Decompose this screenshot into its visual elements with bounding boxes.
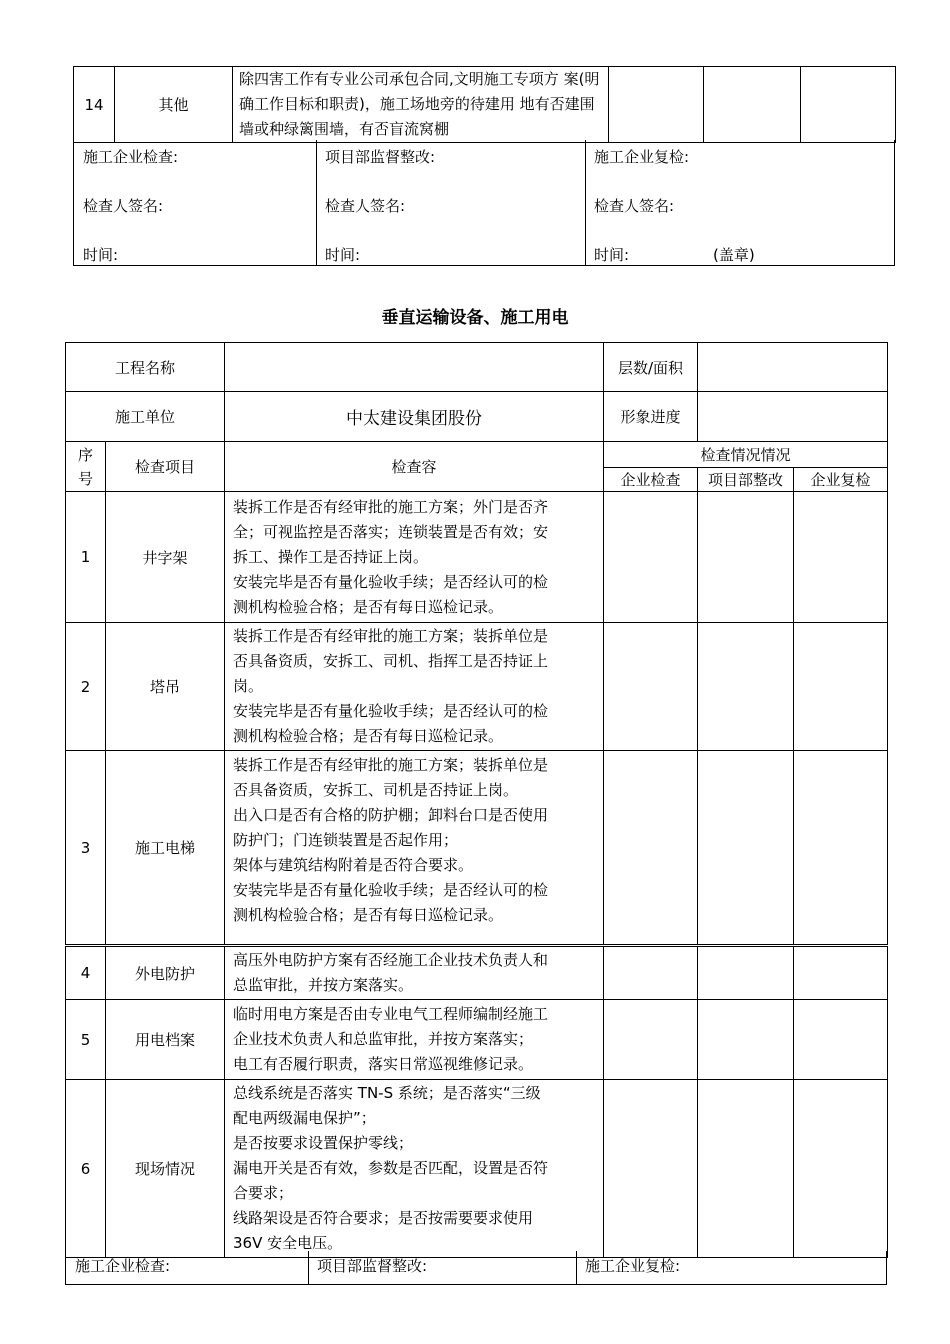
table-row [66, 623, 888, 751]
content-line: 地有否建围墙或种绿篱围墙，有否盲流窝棚 [239, 95, 595, 138]
contractor-value[interactable]: 中太建设集团股份 [225, 392, 604, 442]
content-line: 测机构检验合格；是否有每日巡检记录。 [233, 727, 504, 745]
content-line: 配电两级漏电保护”； [233, 1109, 376, 1127]
content-line: 装拆工作是否有经审批的施工方案；外门是否齐 [233, 497, 549, 516]
sign-title: 项目部监督整改: [325, 148, 436, 166]
time-label: 时间: [325, 246, 361, 264]
check-item: 其他 [115, 67, 233, 143]
check-item: 井字架 [106, 492, 225, 623]
check-content [225, 1080, 604, 1258]
content-line: 高压外电防护方案有否经施工企业技术负责人和 [233, 951, 549, 969]
enterprise-recheck-cell[interactable] [794, 1080, 888, 1258]
content-line: 安装完毕是否有量化验收手续；是否经认可的检 [233, 881, 549, 899]
check-content [225, 492, 604, 623]
project-rectify-cell[interactable] [698, 1000, 794, 1080]
enterprise-recheck-cell[interactable] [794, 751, 888, 946]
signer-label: 检查人签名: [325, 197, 406, 215]
content-line: 漏电开关是否有效，参数是否匹配，设置是否符 [233, 1159, 549, 1177]
content-line: 总监审批，并按方案落实。 [233, 976, 414, 994]
section-title: 垂直运输设备、施工用电 [381, 308, 569, 328]
check-item: 现场情况 [106, 1080, 225, 1258]
check-content [225, 946, 604, 1000]
signer-label: 检查人签名: [83, 197, 164, 215]
progress-label: 形象进度 [604, 392, 698, 442]
content-line: 安装完毕是否有量化验收手续；是否经认可的检 [233, 702, 549, 720]
table-row [66, 442, 888, 468]
table-row [66, 1000, 888, 1080]
content-line: 测机构检验合格；是否有每日巡检记录。 [233, 906, 504, 924]
content-line: 36V 安全电压。 [233, 1234, 343, 1252]
enterprise-check-cell[interactable] [604, 946, 698, 1000]
project-rectify-title: 项目部监督整改: [317, 1257, 428, 1275]
content-line: 线路架设是否符合要求；是否按需要要求使用 [233, 1209, 534, 1227]
enterprise-recheck-cell[interactable] [801, 67, 896, 143]
content-line: 案(明确工作目标和职责)，施工场地旁的待建用 [239, 70, 600, 113]
time-label: 时间: [83, 246, 119, 264]
row-number: 1 [66, 492, 106, 623]
row-number: 4 [66, 946, 106, 1000]
check-content [225, 1000, 604, 1080]
table-row [74, 67, 896, 143]
content-line: 是否按要求设置保护零线； [233, 1134, 414, 1152]
floors-label: 层数/面积 [604, 343, 698, 392]
row-number: 2 [66, 623, 106, 751]
sign-title: 施工企业复检: [594, 148, 690, 166]
project-rectify-cell[interactable] [698, 623, 794, 751]
enterprise-check-cell[interactable] [609, 67, 704, 143]
sign-title: 施工企业检查: [83, 148, 179, 166]
enterprise-check-signature [74, 140, 316, 265]
enterprise-recheck-cell[interactable] [794, 946, 888, 1000]
content-line: 否具备资质，安拆工、司机是否持证上岗。 [233, 781, 519, 799]
table-row [66, 1080, 888, 1258]
table-row [66, 343, 888, 392]
col-no-line: 号 [77, 469, 93, 488]
project-name-label: 工程名称 [66, 343, 225, 392]
project-rectify-signature [316, 140, 585, 265]
project-rectify-cell[interactable] [698, 492, 794, 623]
col-enterprise-check-header: 企业检查 [604, 468, 698, 492]
check-content [233, 67, 609, 143]
col-no-header [66, 442, 106, 492]
table-row [66, 392, 888, 442]
table-row [66, 946, 888, 1000]
col-enterprise-recheck-header: 企业复检 [794, 468, 888, 492]
content-line: 总线系统是否落实 TN-S 系统；是否落实“三级 [233, 1084, 541, 1102]
content-line: 安装完毕是否有量化验收手续；是否经认可的检 [233, 572, 549, 591]
signer-label: 检查人签名: [594, 197, 675, 215]
col-no-line: 序 [77, 445, 93, 464]
row-number: 6 [66, 1080, 106, 1258]
seal-label: (盖章) [713, 246, 755, 264]
content-line: 岗。 [233, 677, 264, 695]
content-line: 拆工、操作工是否持证上岗。 [233, 547, 429, 566]
enterprise-check-cell[interactable] [604, 492, 698, 623]
project-name-value[interactable] [225, 343, 604, 392]
enterprise-recheck-cell[interactable] [794, 623, 888, 751]
enterprise-check-cell[interactable] [604, 623, 698, 751]
col-status-header: 检查情况情况 [604, 442, 888, 468]
content-line: 测机构检验合格；是否有每日巡检记录。 [233, 597, 504, 616]
content-line: 全；可视监控是否落实；连锁装置是否有效；安 [233, 522, 549, 541]
content-line: 电工有否履行职责，落实日常巡视维修记录。 [233, 1055, 534, 1073]
contractor-label: 施工单位 [66, 392, 225, 442]
enterprise-check-cell[interactable] [604, 1000, 698, 1080]
enterprise-check-title: 施工企业检查: [75, 1257, 171, 1275]
col-project-rectify-header: 项目部整改 [698, 468, 794, 492]
content-line: 架体与建筑结构附着是否符合要求。 [233, 856, 474, 874]
content-line: 装拆工作是否有经审批的施工方案；装拆单位是 [233, 756, 549, 774]
project-rectify-cell[interactable] [704, 67, 801, 143]
row-number: 14 [74, 67, 115, 143]
check-content [225, 751, 604, 946]
checklist-table [65, 342, 888, 1258]
content-line: 合要求； [233, 1184, 294, 1202]
content-line: 临时用电方案是否由专业电气工程师编制经施工 [233, 1005, 549, 1023]
enterprise-check-cell[interactable] [604, 1080, 698, 1258]
enterprise-recheck-cell[interactable] [794, 1000, 888, 1080]
content-line: 除四害工作有专业公司承包合同,文明施工专项方 [239, 70, 559, 88]
bottom-signature-block [65, 1251, 887, 1285]
col-content-header: 检查容 [225, 442, 604, 492]
content-line: 防护门；门连锁装置是否起作用； [233, 831, 459, 849]
table-row [66, 751, 888, 946]
project-rectify-cell[interactable] [698, 751, 794, 946]
time-label: 时间: [594, 246, 630, 264]
content-line: 否具备资质，安拆工、司机、指挥工是否持证上 [233, 652, 549, 670]
row-number: 5 [66, 1000, 106, 1080]
table-row [66, 492, 888, 623]
enterprise-check-cell[interactable] [604, 751, 698, 946]
check-item: 用电档案 [106, 1000, 225, 1080]
enterprise-recheck-signature [585, 140, 894, 265]
content-line: 企业技术负责人和总监审批，并按方案落实； [233, 1030, 534, 1048]
col-item-header: 检查项目 [106, 442, 225, 492]
row-number: 3 [66, 751, 106, 946]
previous-checklist-table [73, 66, 896, 143]
progress-value[interactable] [698, 392, 888, 442]
content-line: 出入口是否有合格的防护棚；卸料台口是否使用 [233, 806, 549, 824]
check-content [225, 623, 604, 751]
check-item: 外电防护 [106, 946, 225, 1000]
check-item: 塔吊 [106, 623, 225, 751]
content-line: 装拆工作是否有经审批的施工方案；装拆单位是 [233, 627, 549, 645]
enterprise-recheck-cell[interactable] [794, 492, 888, 623]
project-rectify-cell[interactable] [698, 946, 794, 1000]
signature-block [73, 140, 895, 266]
project-rectify-cell[interactable] [698, 1080, 794, 1258]
check-item: 施工电梯 [106, 751, 225, 946]
floors-value[interactable] [698, 343, 888, 392]
enterprise-recheck-title: 施工企业复检: [585, 1257, 681, 1275]
